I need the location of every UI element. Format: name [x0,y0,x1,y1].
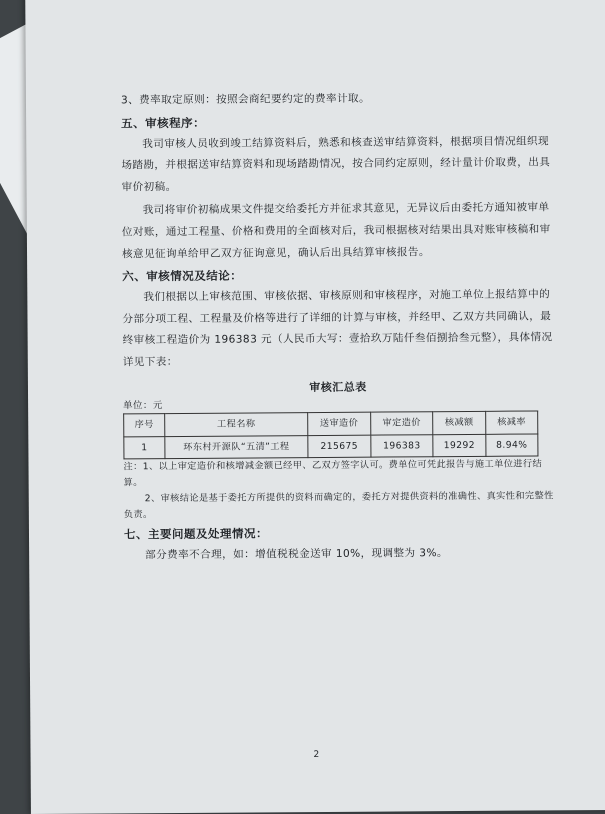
header-cell: 工程名称 [165,413,308,437]
section-6-paragraph-1: 我们根据以上审核范围、审核依据、审核原则和审核程序，对施工单位上报结算中的分部分项工程、工程量及价格等进行了详细的计算与审核，并经甲、乙双方共同确认，最终审核工程造价为 196383 元（人民币大写：壹拾玖万陆仟叁佰捌拾叁元整），具体情况详见下表： [122,288,553,369]
table-cell: 1 [124,436,165,459]
page-number: 2 [313,750,320,761]
header-cell: 核减率 [485,411,537,434]
section-6-heading: 六、审核情况及结论： [122,268,243,284]
header-cell: 送审造价 [308,412,371,435]
document-page [25,0,605,814]
table-cell: 环东村开源队“五清”工程 [165,435,308,459]
header-cell: 审定造价 [370,412,433,435]
fee-principle-item: 3、费率取定原则：按照会商纪要约定的费率计取。 [120,92,371,107]
table-caption: 审核汇总表 [309,380,367,394]
header-cell: 序号 [124,414,165,437]
table-cell: 196383 [370,434,433,457]
table-cell: 19292 [433,434,486,457]
section-7-heading: 七、主要问题及处理情况： [123,526,269,542]
section-5-heading: 五、审核程序： [121,115,206,130]
table-cell: 8.94% [485,434,537,457]
section-5-paragraph-2: 我司将审价初稿成果文件提交给委托方并征求其意见，无异议后由委托方通知被审单位对账，通过工程量、价格和费用的全面核对后，我司根据核对结果出具对账审核稿和审核意见征询单给甲乙双方征询意见，确认后出具结算审核报告。 [121,201,551,260]
table-unit-label: 单位：元 [123,400,163,412]
table-row [124,434,538,459]
header-cell: 核减额 [433,411,486,434]
document-body [121,87,554,567]
table-header-row [124,411,538,436]
table-note-2: 2、审核结论是基于委托方所提供的资料而确定的，委托方对提供资料的准确性、真实性和完整性负责。 [123,490,554,521]
section-5-paragraph-1: 我司审核人员收到竣工结算资料后，熟悉和核查送审结算资料，根据项目情况组织现场踏勘，并根据送审结算资料和现场踏勘情况，按合同约定原则，经计量计价取费，出具审价初稿。 [121,134,551,194]
table-note-1: 注：1、以上审定造价和核增减金额已经甲、乙双方签字认可。费单位可凭此报告与施工单位进行结算。 [123,458,543,489]
audit-summary-table [123,411,538,460]
section-7-paragraph-1: 部分费率不合理，如：增值税税金送审 10%，现调整为 3%。 [145,547,448,562]
table-cell: 215675 [308,435,371,458]
